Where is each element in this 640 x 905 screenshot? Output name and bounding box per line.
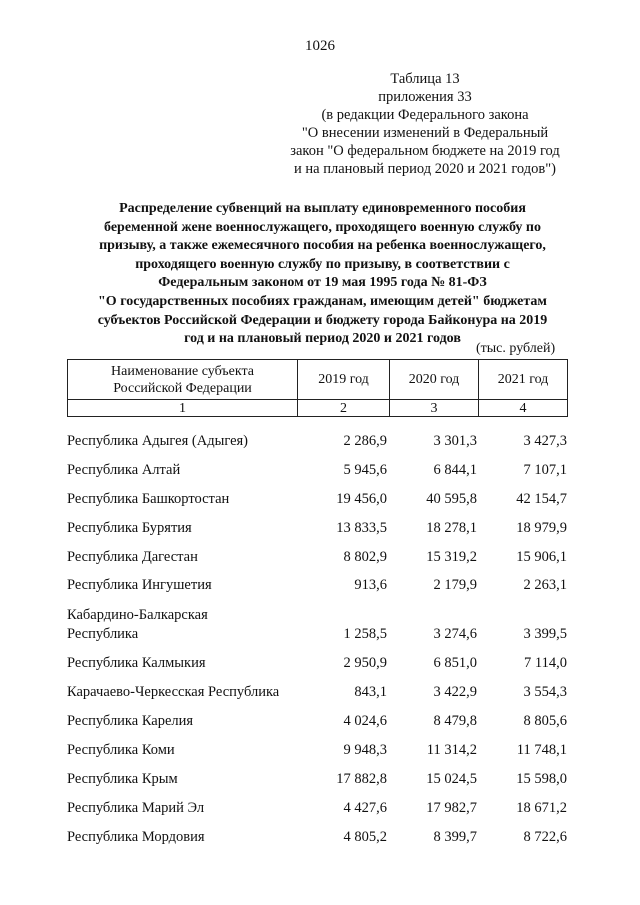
- value-2019: 17 882,8: [336, 771, 387, 787]
- annex-reference: [230, 70, 620, 178]
- value-2019: 2 950,9: [343, 655, 387, 671]
- annex-line: Таблица 13: [390, 71, 460, 87]
- value-2019: 8 802,9: [343, 549, 387, 565]
- value-2019: 19 456,0: [336, 491, 387, 507]
- subject-name: Республика Марий Эл: [67, 800, 205, 816]
- header-subject-line: Российской Федерации: [113, 380, 252, 396]
- title-line: призыву, а также ежемесячного пособия на ребенка военнослужащего,: [99, 238, 546, 254]
- column-number: 2: [298, 400, 390, 417]
- value-2019: 4 805,2: [343, 829, 387, 845]
- title-line: субъектов Российской Федерации и бюджету города Байконура на 2019: [97, 312, 548, 328]
- value-2021: 8 805,6: [523, 713, 567, 729]
- title-line: "О государственных пособиях гражданам, имеющим детей" бюджетам: [98, 293, 547, 309]
- subject-name: Республика Ингушетия: [67, 577, 212, 593]
- table-row: [67, 731, 567, 760]
- value-2020: 6 844,1: [433, 462, 477, 478]
- subject-name: Республика Мордовия: [67, 829, 205, 845]
- table-row: [67, 673, 567, 702]
- value-2020: 6 851,0: [433, 655, 477, 671]
- table-row: [67, 595, 567, 644]
- table-row: [67, 644, 567, 673]
- subject-name: Республика Бурятия: [67, 520, 192, 536]
- table-row: [67, 451, 567, 480]
- value-2021: 11 748,1: [516, 742, 567, 758]
- value-2019: 913,6: [354, 577, 387, 593]
- value-2021: 15 598,0: [516, 771, 567, 787]
- value-2020: 40 595,8: [426, 491, 477, 507]
- column-number: 1: [68, 400, 298, 417]
- subject-name-line: Республика: [67, 626, 139, 642]
- table-row: [67, 789, 567, 818]
- table-row: [67, 538, 567, 567]
- header-2020: 2020 год: [390, 360, 479, 400]
- table-body: [67, 418, 567, 847]
- annex-line: "О внесении изменений в Федеральный: [301, 125, 549, 141]
- value-2021: 7 107,1: [523, 462, 567, 478]
- title-line: Распределение субвенций на выплату единовременного пособия: [119, 201, 526, 216]
- table-row: [67, 480, 567, 509]
- subject-name: Республика Башкортостан: [67, 491, 230, 507]
- value-2020: 17 982,7: [426, 800, 477, 816]
- value-2021: 3 427,3: [523, 433, 567, 449]
- page-number: 1026: [305, 38, 335, 54]
- value-2020: 8 399,7: [433, 829, 477, 845]
- subject-name: Республика Коми: [67, 742, 175, 758]
- value-2020: 8 479,8: [433, 713, 477, 729]
- value-2019: 2 286,9: [343, 433, 387, 449]
- subject-name: Республика Карелия: [67, 713, 194, 729]
- annex-line: (в редакции Федерального закона: [321, 107, 529, 123]
- value-2019: 9 948,3: [343, 742, 387, 758]
- subject-name: Республика Алтай: [67, 462, 181, 478]
- value-2020: 2 179,9: [433, 577, 477, 593]
- value-2020: 18 278,1: [426, 520, 477, 536]
- subject-name: Республика Адыгея (Адыгея): [67, 433, 249, 449]
- table-row: [67, 509, 567, 538]
- value-2019: 4 024,6: [343, 713, 387, 729]
- subject-name: [67, 606, 297, 644]
- value-2019: 843,1: [354, 684, 387, 700]
- units-label: (тыс. рублей): [476, 341, 556, 356]
- table-row: [67, 567, 567, 595]
- subject-name: Республика Крым: [67, 771, 178, 787]
- document-title: [60, 200, 585, 349]
- table-row: [67, 702, 567, 731]
- annex-line: закон "О федеральном бюджете на 2019 год: [290, 143, 560, 159]
- annex-line: приложения 33: [378, 89, 472, 105]
- title-line: год и на плановый период 2020 и 2021 годов: [184, 331, 461, 347]
- table-row: [67, 818, 567, 847]
- value-2019: 13 833,5: [336, 520, 387, 536]
- table-header: [67, 359, 568, 417]
- subject-name: Республика Калмыкия: [67, 655, 206, 671]
- title-line: Федеральным законом от 19 мая 1995 года № 81-ФЗ: [158, 275, 487, 291]
- annex-line: и на плановый период 2020 и 2021 годов"): [294, 161, 556, 177]
- subject-name: Республика Дагестан: [67, 549, 198, 565]
- value-2020: 15 024,5: [426, 771, 477, 787]
- header-subject: [68, 360, 298, 400]
- table-row: [67, 760, 567, 789]
- table-row: [67, 418, 567, 451]
- value-2021: 2 263,1: [523, 577, 567, 593]
- value-2021: 15 906,1: [516, 549, 567, 565]
- value-2020: 3 301,3: [433, 433, 477, 449]
- title-line: проходящего военную службу по призыву, в соответствии с: [135, 256, 510, 272]
- title-line: беременной жене военнослужащего, проходящего военную службу по: [104, 219, 541, 235]
- value-2020: 15 319,2: [426, 549, 477, 565]
- value-2020: 3 422,9: [433, 684, 477, 700]
- header-2019: 2019 год: [298, 360, 390, 400]
- value-2021: 3 554,3: [523, 684, 567, 700]
- subject-name: Карачаево-Черкесская Республика: [67, 684, 280, 700]
- value-2021: 18 979,9: [516, 520, 567, 536]
- value-2021: 8 722,6: [523, 829, 567, 845]
- value-2021: 7 114,0: [524, 655, 567, 671]
- header-subject-line: Наименование субъекта: [111, 363, 254, 379]
- value-2021: 3 399,5: [523, 626, 567, 642]
- value-2019: 1 258,5: [343, 626, 387, 642]
- subject-name-line: Кабардино-Балкарская: [67, 607, 208, 623]
- value-2021: 18 671,2: [516, 800, 567, 816]
- value-2020: 3 274,6: [433, 626, 477, 642]
- column-number: 3: [390, 400, 479, 417]
- header-2021: 2021 год: [479, 360, 568, 400]
- value-2019: 4 427,6: [343, 800, 387, 816]
- value-2020: 11 314,2: [426, 742, 477, 758]
- value-2021: 42 154,7: [516, 491, 567, 507]
- value-2019: 5 945,6: [343, 462, 387, 478]
- column-number: 4: [479, 400, 568, 417]
